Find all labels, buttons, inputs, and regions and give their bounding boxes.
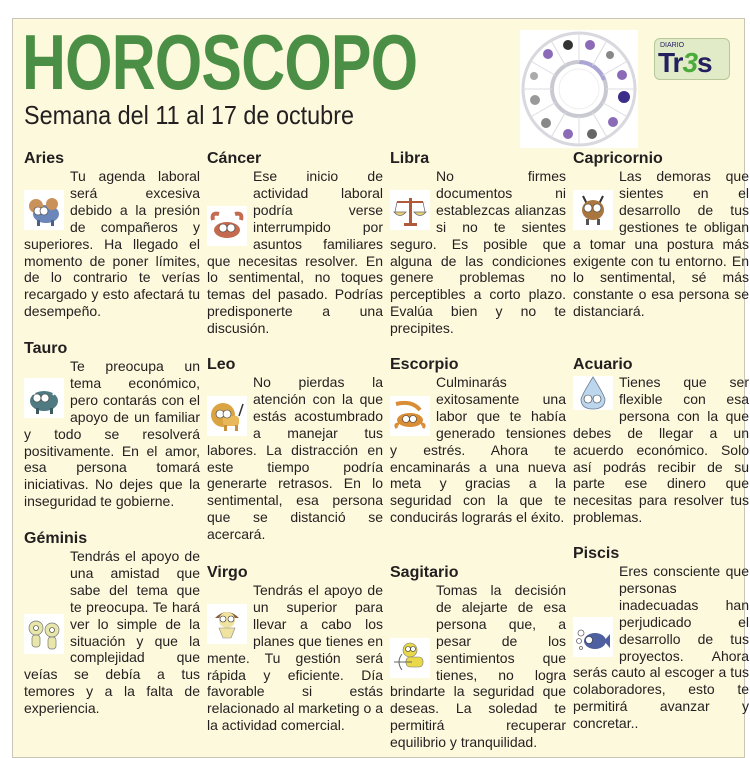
sign-name: Tauro xyxy=(24,340,68,357)
fish-icon xyxy=(573,617,613,657)
logo-small-text: DIARIO xyxy=(660,42,685,49)
lion-icon xyxy=(207,396,247,436)
sign-escorpio xyxy=(390,356,566,526)
crab-icon xyxy=(207,206,247,246)
scales-icon xyxy=(390,190,430,230)
sign-name: Géminis xyxy=(24,530,88,547)
sign-text: Tienes que ser flexible con esa persona con la que debes de llegar a un acuerdo económico. Solo así podrás recibir de su parte ese dinero que necesitas para resolver tus problemas. xyxy=(573,374,749,526)
sign-sagitario xyxy=(390,564,566,751)
sign-aries xyxy=(24,150,200,320)
sign-text: Tendrás el apoyo de una amistad que sabe del tema que te preocupa. Te hará ver lo simple de la situación y que la complejidad que veías se debía a tus temores y a la falta de experiencia. xyxy=(24,548,200,717)
water-drop-icon xyxy=(573,376,613,410)
sign-tauro xyxy=(24,340,200,510)
sign-name: Aries xyxy=(24,150,65,167)
sign-text: Tomas la decisión de alejarte de esa persona que, a pesar de los sentimientos que tienes, no logra brindarte la seguridad que deseas. La soledad te permitirá recuperar equilibrio y tranquilidad. xyxy=(390,582,566,751)
sign-piscis xyxy=(573,545,749,732)
sign-name: Leo xyxy=(207,356,236,373)
week-subtitle: Semana del 11 al 17 de octubre xyxy=(24,100,355,130)
twins-icon xyxy=(24,614,64,654)
sign-name: Sagitario xyxy=(390,564,459,581)
sign-text: Tendrás el apoyo de un superior para llevar a cabo los planes que tienes en mente. Tu gestión será rápida y eficiente. Día favorable si estás relacionado al marketing o a la actividad comercial. xyxy=(207,582,383,734)
sign-leo xyxy=(207,356,383,543)
logo-brand: Tr3s xyxy=(658,47,712,78)
sign-name: Cáncer xyxy=(207,150,262,167)
sign-virgo xyxy=(207,564,383,734)
ram-icon xyxy=(24,190,64,230)
scorpion-icon xyxy=(390,396,430,436)
sign-text: Culminarás exitosamente una labor que te había generado tensiones y estrés. Ahora te encaminarás a una nueva meta y gracias a la seguridad con la que te conducirás lograrás el éxito. xyxy=(390,374,566,526)
sign-text: Eres consciente que personas inadecuadas han perjudicado el desarrollo de tus proyectos. Ahora serás cauto al escoger a tus colaboradores, esto te permitirá avanzar y concretar.. xyxy=(573,563,749,732)
page-title: HOROSCOPO xyxy=(22,18,418,106)
sign-cancer xyxy=(207,150,383,337)
zodiac-wheel-icon xyxy=(520,30,638,148)
sign-text: Ese inicio de actividad laboral podría verse interrumpido por asuntos familiares que necesitas resolver. En lo sentimental, no toques temas del pasado. Podrías predisponerte a una discusión. xyxy=(207,168,383,337)
goat-icon xyxy=(573,190,613,230)
sign-text: No pierdas la atención con la que estás acostumbrado a manejar tus labores. La distracción en este tiempo podría generarte retrasos. En lo sentimental, esa persona que se distanció se acercará. xyxy=(207,374,383,543)
sign-text: Tu agenda laboral será excesiva debido a la presión de compañeros y superiores. Ha llegado el momento de poner límites, de lo contrario te verías recargado y esto afectará tu desempeño. xyxy=(24,168,200,320)
archer-icon xyxy=(390,638,430,678)
sign-name: Libra xyxy=(390,150,430,167)
sign-name: Virgo xyxy=(207,564,248,581)
sign-text: No firmes documentos ni establezcas alianzas si no te sientes seguro. Es posible que alguna de las condiciones genere problemas no perceptibles a corto plazo. Evalúa bien y no te precipites. xyxy=(390,168,566,337)
diario-tres-logo xyxy=(654,38,730,80)
sign-text: Te preocupa un tema económico, pero contarás con el apoyo de un familiar y todo se resolverá positivamente. En el amor, esa persona tomará iniciativas. No dejes que la inseguridad te gobierne. xyxy=(24,358,200,510)
sign-capricornio xyxy=(573,150,749,320)
sign-name: Acuario xyxy=(573,356,633,373)
sign-libra xyxy=(390,150,566,337)
sign-geminis xyxy=(24,530,200,717)
sign-name: Escorpio xyxy=(390,356,459,373)
sign-acuario xyxy=(573,356,749,526)
bull-icon xyxy=(24,378,64,418)
sign-text: Las demoras que sientes en el desarrollo de tus gestiones te obligan a tomar una postura más exigente con tu entorno. En lo sentimental, sé más constante o esa persona se distanciará. xyxy=(573,168,749,320)
virgin-icon xyxy=(207,604,247,644)
sign-name: Capricornio xyxy=(573,150,663,167)
sign-name: Piscis xyxy=(573,545,620,562)
